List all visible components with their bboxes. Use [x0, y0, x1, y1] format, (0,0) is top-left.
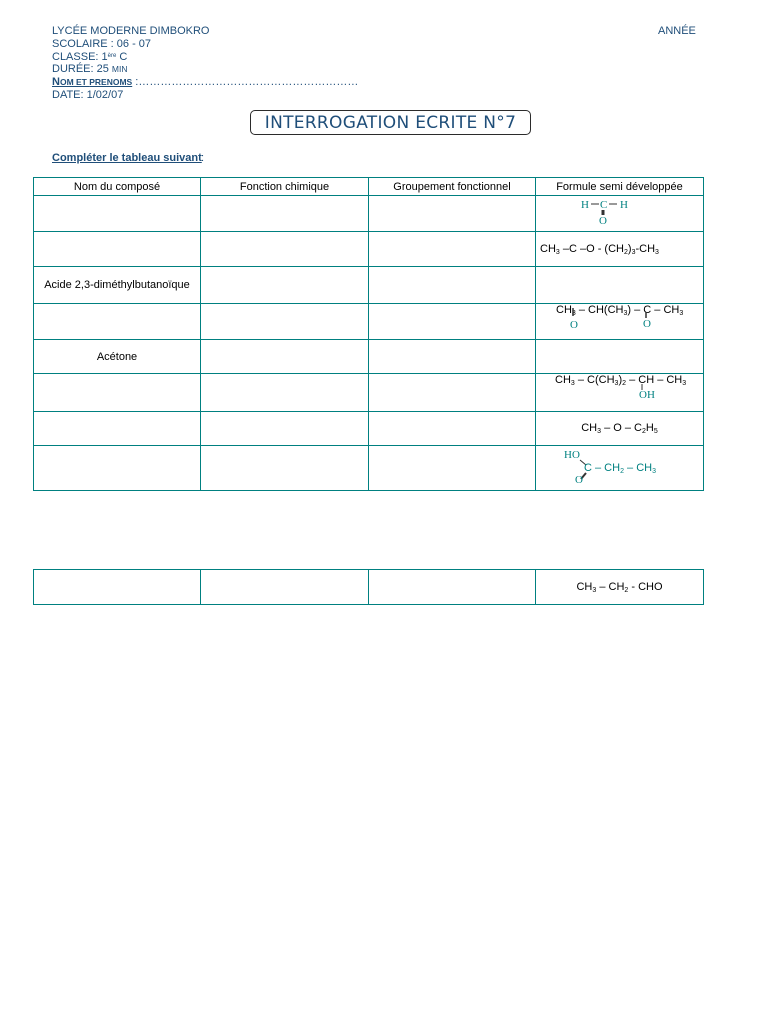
cell-function[interactable] — [201, 412, 369, 446]
cell-function[interactable] — [201, 570, 369, 605]
cell-group[interactable] — [369, 267, 536, 304]
header-cell-name: Nom du composé — [34, 178, 201, 196]
compound-table-continued — [33, 569, 704, 605]
cell-name[interactable] — [34, 232, 201, 267]
duration-line: DURÉE: 25 MIN — [52, 63, 128, 76]
compound-table — [33, 177, 704, 491]
cell-function[interactable] — [201, 340, 369, 374]
formula-text: $CH_3 - C(CH_3)_2$ – CH – $CH_3$ — [555, 374, 687, 387]
table-row — [34, 340, 704, 374]
formula-bonds — [536, 374, 704, 411]
cell-group[interactable] — [369, 232, 536, 267]
name-label: NOM ET PRENOMS — [52, 76, 133, 89]
cell-formula[interactable] — [536, 267, 704, 304]
table-header-row — [34, 178, 704, 196]
cell-group[interactable] — [369, 304, 536, 340]
header-block — [52, 25, 358, 102]
cell-formula — [536, 232, 704, 267]
cell-formula — [536, 196, 704, 232]
table-row — [34, 446, 704, 491]
cell-function[interactable] — [201, 304, 369, 340]
cell-function[interactable] — [201, 267, 369, 304]
formula-atom-h2: H — [620, 199, 628, 211]
header-cell-group: Groupement fonctionnel — [369, 178, 536, 196]
page-title: INTERROGATION ECRITE N°7 — [250, 110, 531, 135]
cell-name[interactable] — [34, 570, 201, 605]
formula-atom-o: O — [599, 215, 607, 227]
cell-group[interactable] — [369, 570, 536, 605]
class-line: CLASSE: 1ère C — [52, 50, 128, 63]
formula-text: $CH_3 - CH_2$ - CHO — [576, 580, 663, 594]
cell-group[interactable] — [369, 196, 536, 232]
formula-text: C – $CH_2 - CH_3$ — [584, 462, 656, 475]
header-cell-function: Fonction chimique — [201, 178, 369, 196]
name-dots[interactable]: :…………………………………………………… — [132, 76, 359, 89]
formula-atom-c: C — [600, 199, 608, 211]
cell-group[interactable] — [369, 412, 536, 446]
table-row — [34, 570, 704, 605]
cell-name[interactable] — [34, 412, 201, 446]
school-year: SCOLAIRE : 06 - 07 — [52, 37, 152, 50]
formula-atom-oh: OH — [639, 389, 655, 401]
cell-group[interactable] — [369, 374, 536, 412]
formula-atom-ho: HO — [564, 449, 580, 461]
formula-text: $CH_3$ – O – $C_2H_5$ — [581, 422, 658, 435]
date-line: DATE: 1/02/07 — [52, 88, 124, 101]
cell-formula — [536, 446, 704, 491]
cell-name[interactable] — [34, 196, 201, 232]
table-row — [34, 196, 704, 232]
school-name: LYCÉE MODERNE DIMBOKRO — [52, 25, 210, 37]
instruction-colon: : — [201, 152, 205, 164]
table-row — [34, 374, 704, 412]
header-cell-formula: Formule semi développée — [536, 178, 704, 196]
formula-text: $CH_3 - CH(CH_3)$ – C – $CH_3$ — [556, 304, 684, 317]
formula-atom-o2: O — [643, 318, 651, 330]
year-label: ANNÉE — [658, 25, 696, 37]
cell-formula[interactable] — [536, 340, 704, 374]
table-row — [34, 304, 704, 340]
cell-name[interactable] — [34, 446, 201, 491]
instruction: Compléter le tableau suivant — [52, 152, 202, 164]
cell-formula — [536, 374, 704, 412]
formula-text: $CH_3$ –C $-O - (CH_2)_3-CH_3$ — [540, 242, 659, 256]
cell-function[interactable] — [201, 374, 369, 412]
cell-function[interactable] — [201, 446, 369, 491]
cell-name: Acide 2,3-diméthylbutanoïque — [34, 267, 201, 304]
table-row — [34, 232, 704, 267]
cell-function[interactable] — [201, 232, 369, 267]
cell-formula — [536, 570, 704, 605]
name-line — [52, 76, 358, 89]
cell-formula — [536, 304, 704, 340]
formula-bonds — [536, 304, 704, 339]
cell-name[interactable] — [34, 304, 201, 340]
table-row — [34, 412, 704, 446]
cell-group[interactable] — [369, 446, 536, 491]
cell-function[interactable] — [201, 196, 369, 232]
formula-atom-o: O — [575, 474, 583, 486]
cell-formula — [536, 412, 704, 446]
formula-atom-o1: O — [570, 319, 578, 331]
cell-name: Acétone — [34, 340, 201, 374]
cell-group[interactable] — [369, 340, 536, 374]
table-row — [34, 267, 704, 304]
formula-atom-h1: H — [581, 199, 589, 211]
cell-name[interactable] — [34, 374, 201, 412]
formula-methanal-drawing — [536, 196, 704, 231]
